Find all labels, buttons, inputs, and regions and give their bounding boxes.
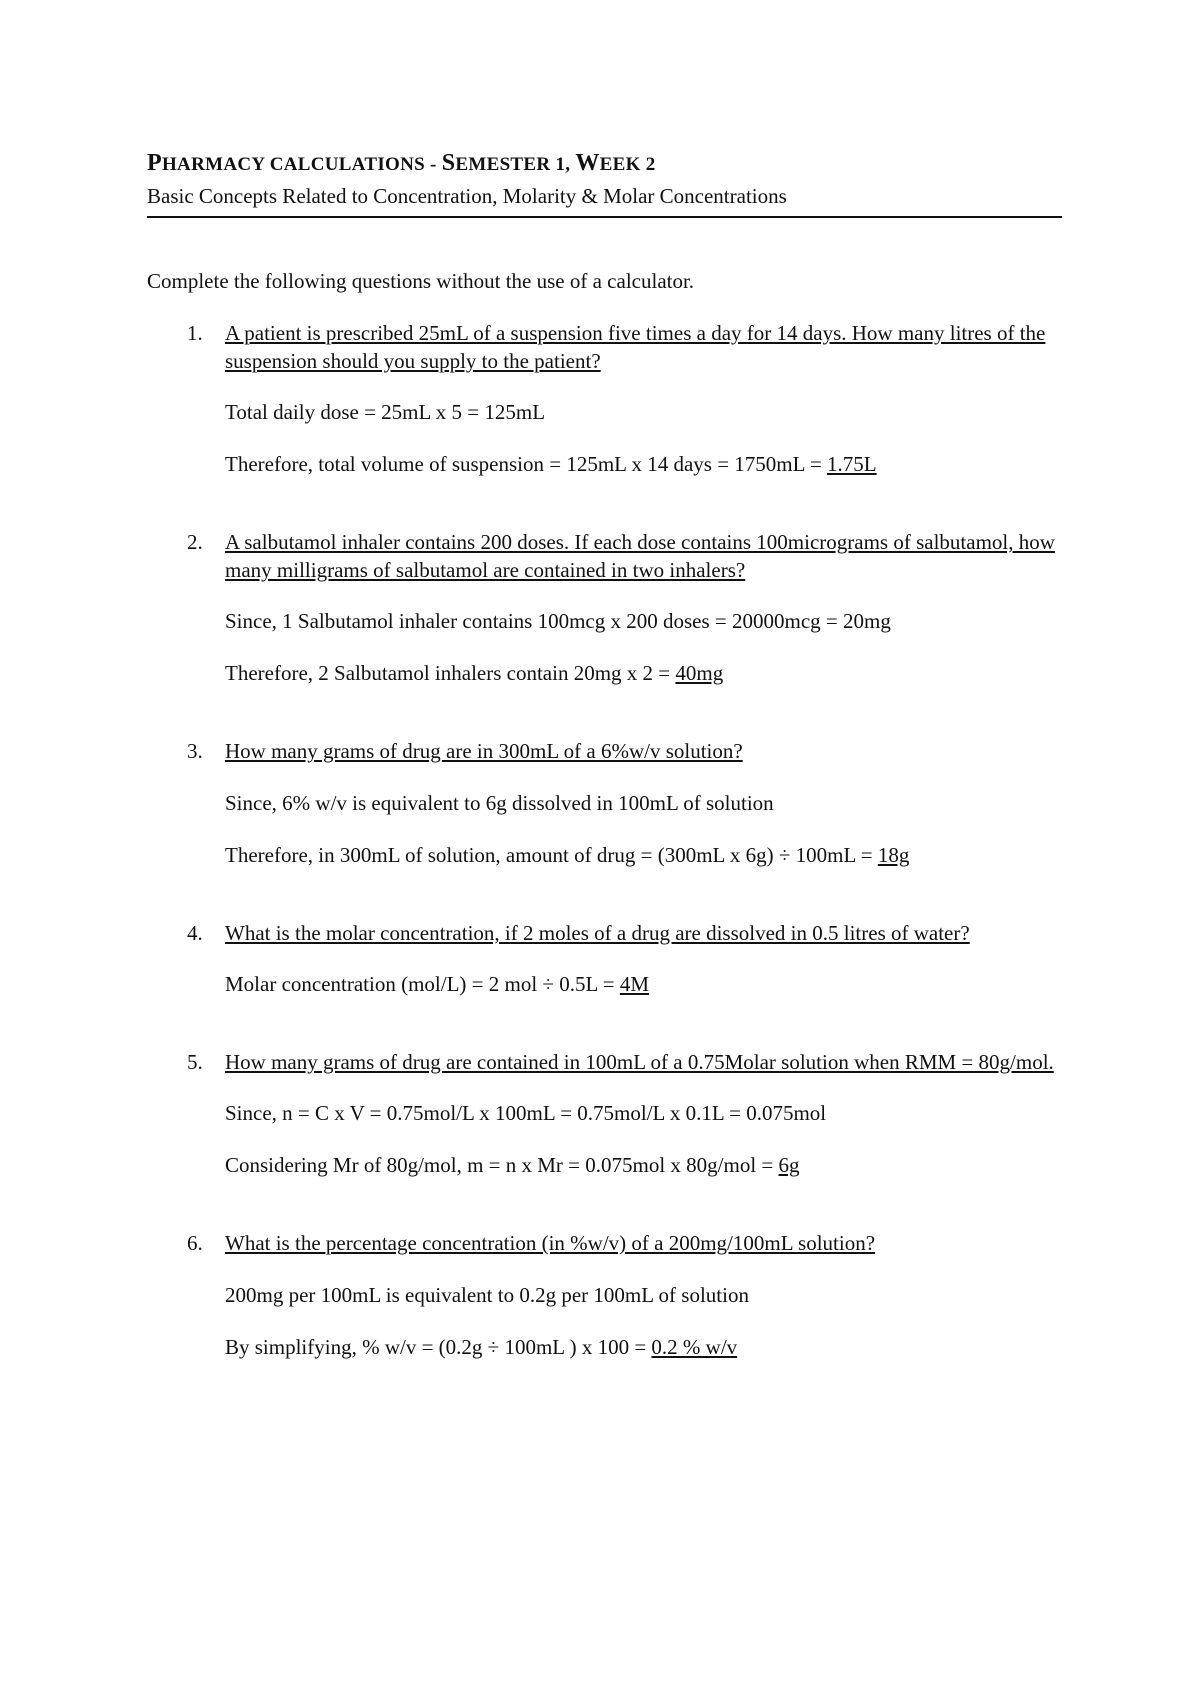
final-answer: 40mg bbox=[675, 661, 724, 685]
question-1 bbox=[187, 319, 1062, 478]
answer-step bbox=[225, 841, 1062, 869]
question-text: A salbutamol inhaler contains 200 doses. If each dose contains 100micrograms of salbutamol, how many milligrams of salbutamol are contained in two inhalers? bbox=[225, 530, 1055, 582]
answer-text: Therefore, in 300mL of solution, amount of drug = (300mL x 6g) ÷ 100mL = bbox=[225, 843, 878, 867]
title-part: W bbox=[575, 150, 600, 176]
answer-text: By simplifying, % w/v = (0.2g ÷ 100mL ) x 100 = bbox=[225, 1335, 652, 1359]
answer-step bbox=[225, 450, 1062, 478]
answer-step: Since, 6% w/v is equivalent to 6g dissolved in 100mL of solution bbox=[225, 791, 774, 815]
question-4 bbox=[187, 919, 1062, 998]
question-number: 5. bbox=[187, 1050, 203, 1074]
answer-step bbox=[225, 970, 1062, 998]
question-3 bbox=[187, 737, 1062, 869]
question-number: 3. bbox=[187, 739, 203, 763]
final-answer: 1.75L bbox=[827, 452, 877, 476]
final-answer: 6g bbox=[778, 1153, 800, 1177]
question-5 bbox=[187, 1048, 1062, 1179]
answer-step: Since, 1 Salbutamol inhaler contains 100mcg x 200 doses = 20000mcg = 20mg bbox=[225, 609, 891, 633]
question-number: 2. bbox=[187, 530, 203, 554]
answer-step bbox=[225, 1333, 1062, 1361]
final-answer: 18g bbox=[877, 843, 910, 867]
instructions: Complete the following questions without the use of a calculator. bbox=[147, 269, 695, 293]
question-number: 4. bbox=[187, 921, 203, 945]
question-number: 1. bbox=[187, 321, 203, 345]
title-part: S bbox=[441, 150, 456, 176]
answer-step bbox=[225, 659, 1062, 687]
answer-step: 200mg per 100mL is equivalent to 0.2g per 100mL of solution bbox=[225, 1283, 749, 1307]
page-title bbox=[147, 148, 1062, 180]
question-text: A patient is prescribed 25mL of a suspension five times a day for 14 days. How many litres of the suspension should you supply to the patient? bbox=[225, 321, 1046, 373]
title-part: P bbox=[147, 150, 162, 176]
answer-step: Total daily dose = 25mL x 5 = 125mL bbox=[225, 400, 546, 424]
answer-step bbox=[225, 1151, 1062, 1179]
title-part: HARMACY CALCULATIONS - bbox=[161, 154, 442, 175]
question-text: What is the molar concentration, if 2 moles of a drug are dissolved in 0.5 litres of water? bbox=[225, 921, 970, 945]
answer-text: Therefore, 2 Salbutamol inhalers contain 20mg x 2 = bbox=[225, 661, 676, 685]
question-6 bbox=[187, 1229, 1062, 1361]
question-2 bbox=[187, 528, 1062, 687]
answer-step: Since, n = C x V = 0.75mol/L x 100mL = 0.75mol/L x 0.1L = 0.075mol bbox=[225, 1101, 827, 1125]
document-page bbox=[147, 148, 1062, 1361]
final-answer: 4M bbox=[619, 972, 650, 996]
title-part: EEK 2 bbox=[599, 154, 656, 175]
question-number: 6. bbox=[187, 1231, 203, 1255]
question-text: What is the percentage concentration (in %w/v) of a 200mg/100mL solution? bbox=[225, 1231, 876, 1255]
answer-text: Molar concentration (mol/L) = 2 mol ÷ 0.5L = bbox=[225, 972, 620, 996]
answer-text: Considering Mr of 80g/mol, m = n x Mr = 0.075mol x 80g/mol = bbox=[225, 1153, 779, 1177]
header-divider bbox=[147, 216, 1062, 218]
question-text: How many grams of drug are contained in 100mL of a 0.75Molar solution when RMM = 80g/mol. bbox=[225, 1050, 1054, 1074]
question-text: How many grams of drug are in 300mL of a 6%w/v solution? bbox=[225, 739, 743, 763]
answer-text: Therefore, total volume of suspension = 125mL x 14 days = 1750mL = bbox=[225, 452, 828, 476]
title-part: EMESTER 1, bbox=[455, 154, 576, 175]
page-subtitle: Basic Concepts Related to Concentration, Molarity & Molar Concentrations bbox=[147, 184, 787, 208]
final-answer: 0.2 % w/v bbox=[651, 1335, 738, 1359]
